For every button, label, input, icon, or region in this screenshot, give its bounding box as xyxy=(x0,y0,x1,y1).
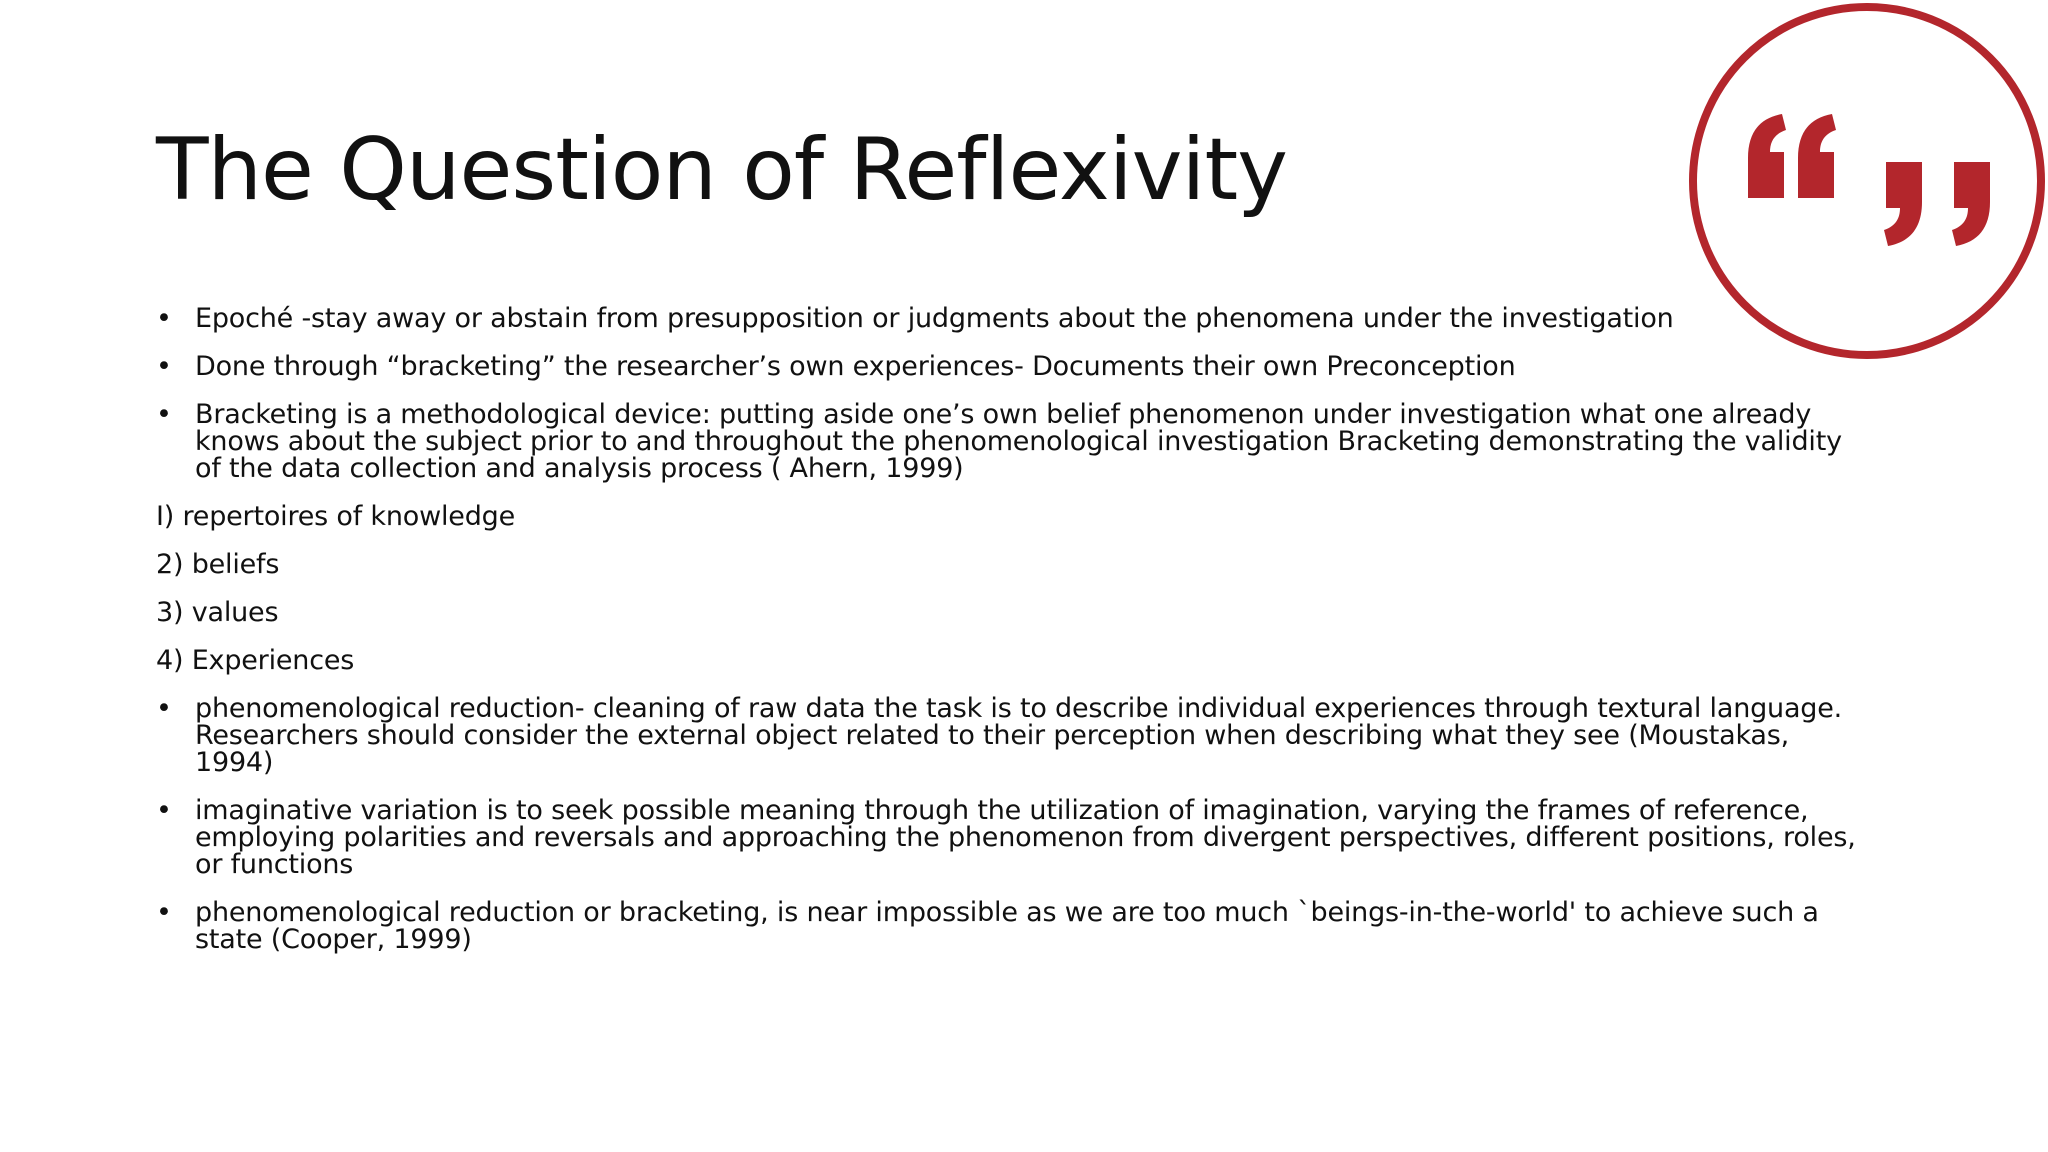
list-line-text: 2) beliefs xyxy=(156,549,280,580)
bullet-text: phenomenological reduction or bracketing, is near impossible as we are too much `beings-in-the-world' to achieve such a state (Cooper, 1999) xyxy=(195,897,1819,955)
bullet-item xyxy=(156,695,1866,776)
bullet-text: phenomenological reduction- cleaning of raw data the task is to describe individual experiences through textural language. Researchers should consider the external object related to their perception when describing what they see (Moustakas, 1994) xyxy=(195,693,1843,778)
bullet-item xyxy=(156,401,1866,482)
list-line xyxy=(156,599,1866,626)
bullet-dot: • xyxy=(156,693,172,724)
bullet-text: imaginative variation is to seek possible meaning through the utilization of imagination, varying the frames of reference, employing polarities and reversals and approaching the phenomenon from divergent perspectives, different positions, roles, or functions xyxy=(195,795,1856,880)
bullet-item xyxy=(156,899,1866,953)
list-line xyxy=(156,551,1866,578)
slide-title: The Question of Reflexivity xyxy=(156,120,1288,220)
bullet-text: Epoché -stay away or abstain from presupposition or judgments about the phenomena under the investigation xyxy=(195,303,1674,334)
bullet-dot: • xyxy=(156,795,172,826)
list-line xyxy=(156,503,1866,530)
bullet-dot: • xyxy=(156,897,172,928)
slide-body xyxy=(156,305,1866,974)
bullet-dot: • xyxy=(156,303,172,334)
bullet-item xyxy=(156,353,1866,380)
bullet-text: Done through “bracketing” the researcher’s own experiences- Documents their own Preconception xyxy=(195,351,1516,382)
list-line xyxy=(156,647,1866,674)
bullet-text: Bracketing is a methodological device: putting aside one’s own belief phenomenon under investigation what one already knows about the subject prior to and throughout the phenomenological investigation Bracketing demonstrating the validity of the data collection and analysis process ( Ahern, 1999) xyxy=(195,399,1842,484)
bullet-item xyxy=(156,797,1866,878)
bullet-item xyxy=(156,305,1866,332)
list-line-text: I) repertoires of knowledge xyxy=(156,501,515,532)
bullet-dot: • xyxy=(156,351,172,382)
list-line-text: 3) values xyxy=(156,597,279,628)
list-line-text: 4) Experiences xyxy=(156,645,355,676)
bullet-dot: • xyxy=(156,399,172,430)
